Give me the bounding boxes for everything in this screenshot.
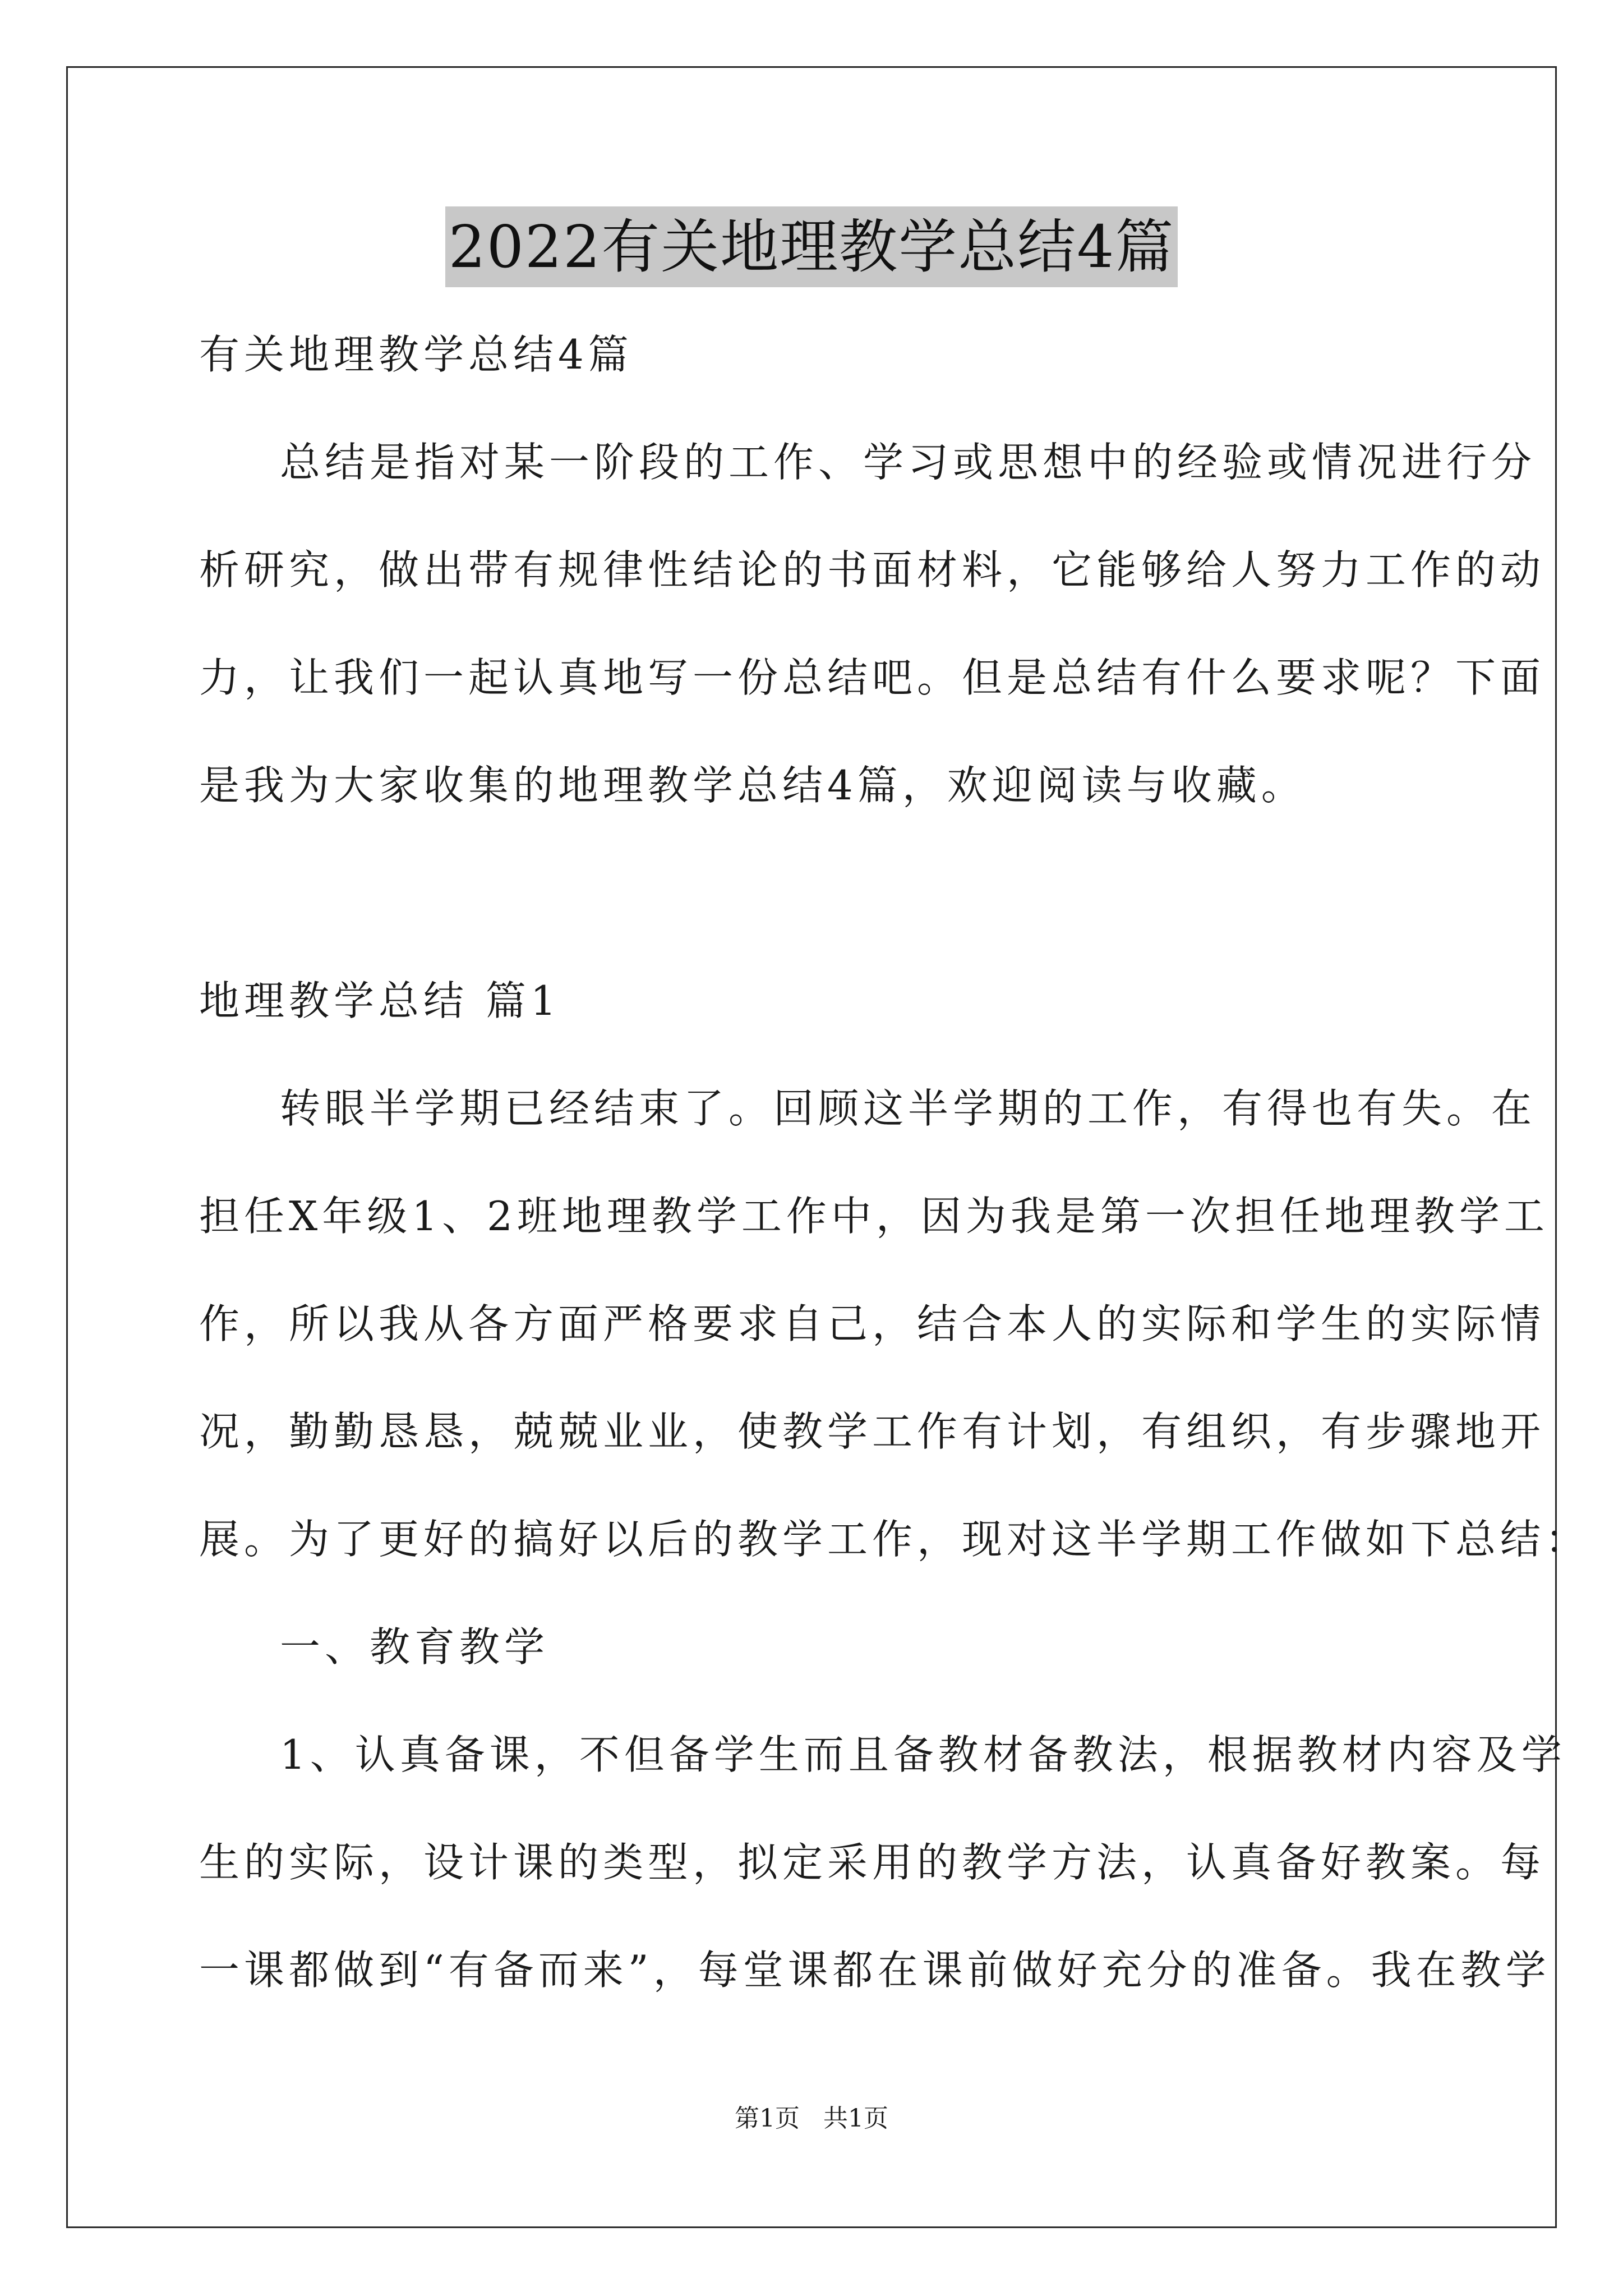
section-line: 作，所以我从各方面严格要求自己，结合本人的实际和学生的实际情 <box>199 1300 1546 1347</box>
intro-line: 总结是指对某一阶段的工作、学习或思想中的经验或情况进行分 <box>280 439 1537 486</box>
document-body <box>199 301 1590 2024</box>
item-line: 一课都做到“有备而来”，每堂课都在课前做好充分的准备。我在教学 <box>199 1947 1551 1994</box>
section-heading: 地理教学总结 篇1 <box>199 977 561 1024</box>
section-line: 转眼半学期已经结束了。回顾这半学期的工作，有得也有失。在 <box>280 1085 1537 1132</box>
document-title: 2022有关地理教学总结4篇 <box>445 206 1178 287</box>
section-line: 况，勤勤恳恳，兢兢业业，使教学工作有计划，有组织，有步骤地开 <box>199 1408 1546 1455</box>
title-container <box>0 206 1623 287</box>
document-subtitle: 有关地理教学总结4篇 <box>199 331 633 378</box>
subheading: 一、教育教学 <box>280 1623 550 1671</box>
item-line: 1、认真备课，不但备学生而且备教材备教法，根据教材内容及学 <box>280 1731 1566 1778</box>
intro-line: 力，让我们一起认真地写一份总结吧。但是总结有什么要求呢？下面 <box>199 654 1546 701</box>
section-line: 展。为了更好的搞好以后的教学工作，现对这半学期工作做如下总结： <box>199 1516 1590 1563</box>
page-number-footer: 第1页 共1页 <box>735 2104 888 2133</box>
intro-line: 析研究，做出带有规律性结论的书面材料，它能够给人努力工作的动 <box>199 546 1546 593</box>
section-line: 担任X年级1、2班地理教学工作中，因为我是第一次担任地理教学工 <box>199 1193 1549 1240</box>
paragraph-gap <box>199 839 1438 947</box>
item-line: 生的实际，设计课的类型，拟定采用的教学方法，认真备好教案。每 <box>199 1839 1546 1886</box>
intro-line: 是我为大家收集的地理教学总结4篇，欢迎阅读与收藏。 <box>199 762 1306 809</box>
